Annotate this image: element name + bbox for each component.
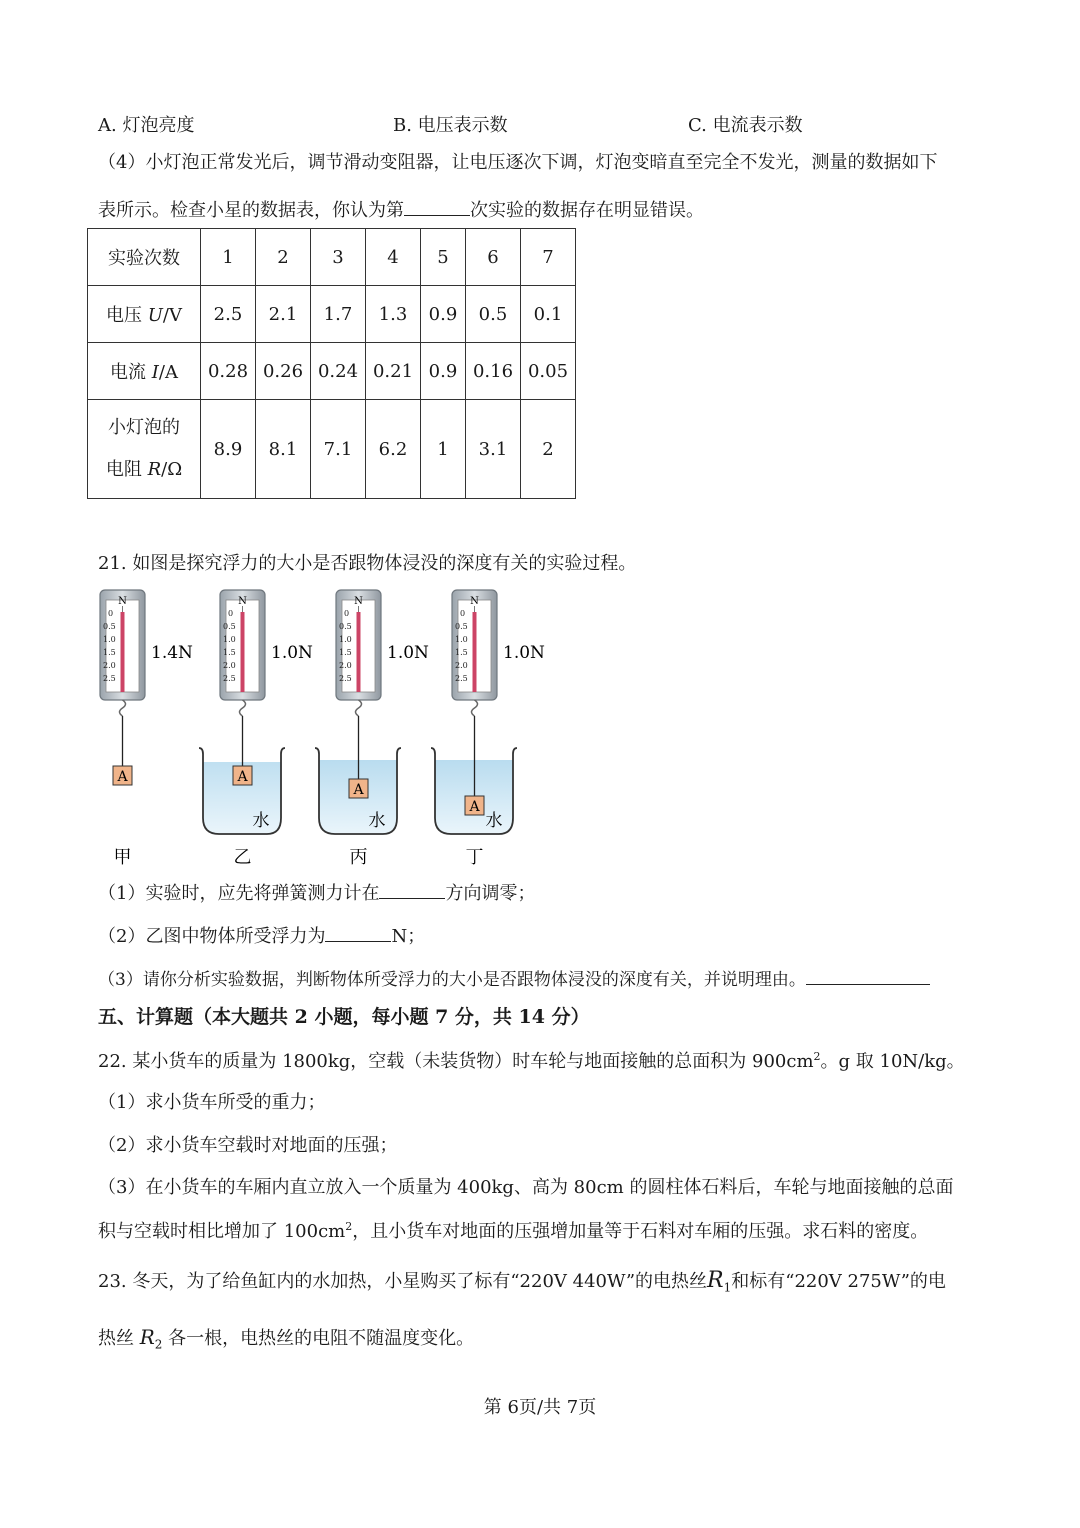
q22-part3-line1: （3）在小货车的车厢内直立放入一个质量为 400kg、高为 80cm 的圆柱体石料后，车轮与地面接触的总面 [98,1177,954,1198]
scale-hook [240,700,246,716]
table-cell: 3 [311,229,366,286]
svg-text:0: 0 [108,609,114,618]
table-row [88,400,576,499]
q21-part1-text-post: 方向调零； [445,883,536,904]
row-header-resistance: 小灯泡的 电阻 R/Ω [88,400,201,499]
table-cell: 8.9 [201,400,256,499]
section-heading: 五、计算题（本大题共 2 小题，每小题 7 分，共 14 分） [98,1006,590,1028]
table-cell: 7 [521,229,576,286]
panel-label: 甲 [113,847,132,868]
table-cell: 4 [366,229,421,286]
panel-ding [431,590,545,868]
scale-unit: N [470,596,479,607]
table-cell: 0.16 [466,343,521,400]
panel-label: 丁 [465,847,484,868]
scale-indicator [473,612,477,692]
panel-label: 丙 [349,847,368,868]
svg-text:0.5: 0.5 [103,622,116,631]
table-cell: 0.1 [521,286,576,343]
q21-part1-text-pre: （1）实验时，应先将弹簧测力计在 [98,883,380,904]
table-row [88,343,576,400]
water-label: 水 [485,811,503,831]
water-label: 水 [252,811,270,831]
data-table [87,228,576,499]
table-cell: 2.5 [201,286,256,343]
option-b: B. 电压表示数 [393,115,508,136]
q21-intro: 21. 如图是探究浮力的大小是否跟物体浸没的深度有关的实验过程。 [98,553,637,574]
svg-text:1.5: 1.5 [455,648,468,657]
q21-part3 [98,966,930,989]
block-label: A [117,769,128,785]
row-header-trial: 实验次数 [88,229,201,286]
q23-line2-text-pre: 热丝 [98,1328,134,1349]
answer-blank[interactable] [404,197,470,216]
table-cell: 0.24 [311,343,366,400]
table-cell: 0.5 [466,286,521,343]
panel-yi [199,590,313,868]
svg-text:0: 0 [344,609,350,618]
table-cell: 8.1 [256,400,311,499]
q23-line1 [98,1270,946,1294]
superscript: 2 [813,1050,821,1063]
block-label: A [353,782,364,798]
q20-part4-text-post: 次实验的数据存在明显错误。 [470,200,704,221]
scale-reading: 1.0N [387,643,429,663]
scale-hook [472,700,478,716]
scale-unit: N [354,596,363,607]
svg-text:0: 0 [460,609,466,618]
symbol-r1: R [707,1268,724,1293]
table-cell: 2 [521,400,576,499]
q22-intro-text: 22. 某小货车的质量为 1800kg，空载（未装货物）时车轮与地面接触的总面积为 900cm [98,1051,814,1072]
panel-bing [315,590,429,868]
table-cell: 3.1 [466,400,521,499]
option-a: A. 灯泡亮度 [98,115,195,136]
q21-part1 [98,880,535,903]
table-cell: 2 [256,229,311,286]
table-cell: 1 [201,229,256,286]
table-cell: 7.1 [311,400,366,499]
q22-part2: （2）求小货车空载时对地面的压强； [98,1135,398,1156]
scale-unit: N [118,596,127,607]
svg-text:2.5: 2.5 [103,674,116,683]
q21-part2-text-post: N； [391,926,426,947]
q21-part3-text: （3）请你分析实验数据，判断物体所受浮力的大小是否跟物体浸没的深度有关，并说明理由。 [98,970,806,990]
svg-text:2.0: 2.0 [223,661,236,670]
superscript: 2 [345,1220,353,1233]
svg-text:1.5: 1.5 [103,648,116,657]
svg-text:2.5: 2.5 [223,674,236,683]
table-cell: 0.21 [366,343,421,400]
svg-text:1.0: 1.0 [223,635,236,644]
row-header-current: 电流 I/A [88,343,201,400]
table-cell: 0.9 [421,343,466,400]
q23-line2 [98,1327,474,1351]
q22-intro [98,1051,965,1071]
scale-reading: 1.0N [271,643,313,663]
buoyancy-experiment-figure [95,588,555,873]
svg-text:0.5: 0.5 [223,622,236,631]
row-header-voltage: 电压 U/V [88,286,201,343]
svg-text:1.5: 1.5 [339,648,352,657]
answer-blank[interactable] [806,966,930,985]
answer-blank[interactable] [379,880,445,899]
panel-label: 乙 [233,847,252,868]
symbol-r2: R [139,1325,155,1349]
scale-indicator [121,612,125,692]
scale-indicator [357,612,361,692]
scale-hook [120,700,126,716]
q22-part3-line2 [98,1221,928,1241]
table-cell: 0.26 [256,343,311,400]
table-cell: 6 [466,229,521,286]
table-cell: 1.3 [366,286,421,343]
q22-part3-text-post: ，且小货车对地面的压强增加量等于石料对车厢的压强。求石料的密度。 [352,1221,929,1242]
table-row [88,229,576,286]
svg-text:1.5: 1.5 [223,648,236,657]
table-cell: 0.9 [421,286,466,343]
svg-text:0: 0 [228,609,234,618]
scale-unit: N [238,596,247,607]
q23-text-post: 和标有“220V 275W”的电 [731,1271,946,1292]
q20-part4-line1: （4）小灯泡正常发光后，调节滑动变阻器，让电压逐次下调，灯泡变暗直至完全不发光，测量的数据如下 [98,152,938,173]
svg-text:0.5: 0.5 [455,622,468,631]
subscript: 2 [154,1337,163,1352]
subscript: 1 [723,1280,732,1295]
table-cell: 2.1 [256,286,311,343]
table-cell: 0.05 [521,343,576,400]
option-c: C. 电流表示数 [688,115,803,136]
q23-text-pre: 23. 冬天，为了给鱼缸内的水加热，小星购买了标有“220V 440W”的电热丝 [98,1271,708,1292]
q21-part2-text-pre: （2）乙图中物体所受浮力为 [98,926,326,947]
scale-reading: 1.0N [503,643,545,663]
scale-indicator [241,612,245,692]
q21-part2 [98,923,425,946]
q22-part3-text: 积与空载时相比增加了 100cm [98,1221,346,1242]
svg-text:2.0: 2.0 [455,661,468,670]
q23-line2-text-post: 各一根，电热丝的电阻不随温度变化。 [168,1328,475,1349]
svg-text:2.0: 2.0 [103,661,116,670]
table-cell: 1.7 [311,286,366,343]
page-footer: 第 6页/共 7页 [483,1397,597,1418]
scale-reading: 1.4N [151,643,193,663]
svg-text:2.5: 2.5 [339,674,352,683]
table-cell: 0.28 [201,343,256,400]
table-cell: 6.2 [366,400,421,499]
q22-intro-text-post: 。g 取 10N/kg。 [820,1051,965,1072]
svg-text:2.0: 2.0 [339,661,352,670]
table-row [88,286,576,343]
block-label: A [237,769,248,785]
svg-text:1.0: 1.0 [103,635,116,644]
q20-part4-line2 [98,197,704,220]
answer-blank[interactable] [325,923,391,942]
q20-part4-text-pre: 表所示。检查小星的数据表，你认为第 [98,200,404,221]
svg-text:1.0: 1.0 [455,635,468,644]
panel-jia [100,590,193,868]
table-cell: 1 [421,400,466,499]
block-label: A [469,799,480,815]
scale-hook [356,700,362,716]
svg-text:0.5: 0.5 [339,622,352,631]
table-cell: 5 [421,229,466,286]
water-label: 水 [368,811,386,831]
q22-part1: （1）求小货车所受的重力； [98,1092,326,1113]
svg-text:2.5: 2.5 [455,674,468,683]
svg-text:1.0: 1.0 [339,635,352,644]
